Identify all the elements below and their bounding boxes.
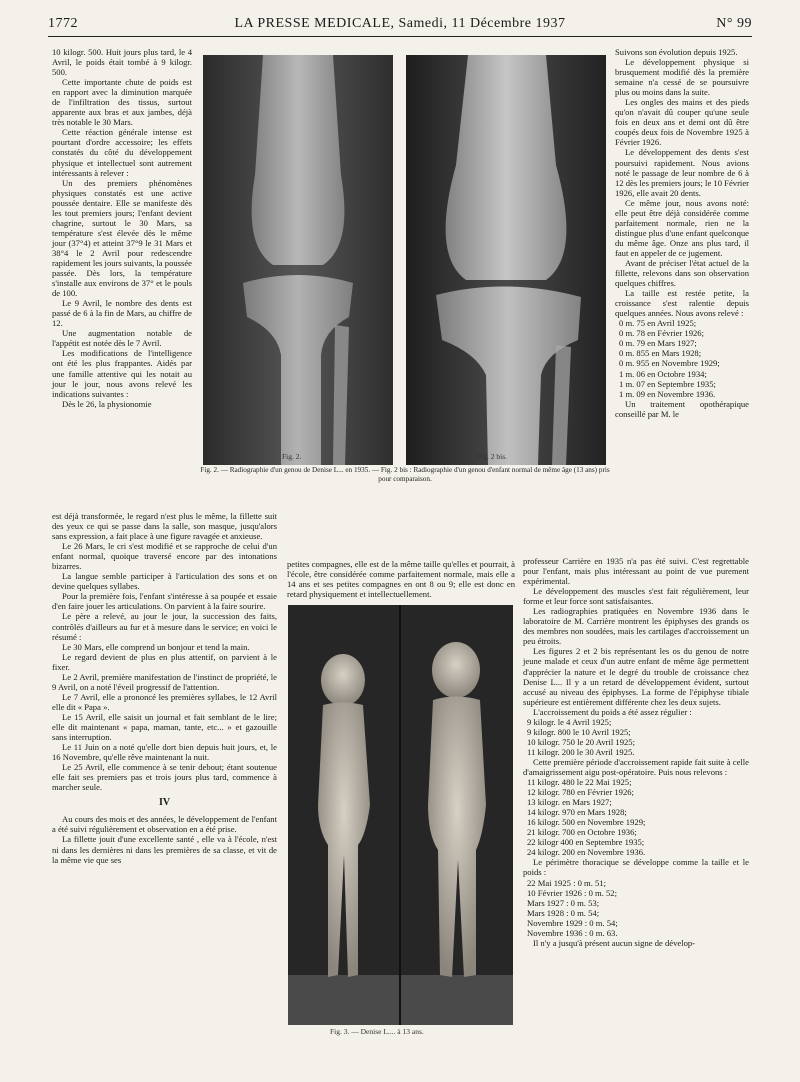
paragraph: Le 9 Avril, le nombre des dents est passé de 6 à la fin de Mars, au chiffre de 12. [52,298,192,329]
paragraph: Le 2 Avril, première manifestation de l'instinct de propriété, le 9 Avril, on a noté l'éveil progressif de l'attention. [52,671,277,692]
issue-number: N° 99 [716,16,752,31]
knee-xray-normal-image [406,55,606,465]
paragraph: Les modifications de l'intelligence ont été les plus frappantes. Aidés par une famille attentive qui les notait au jour le jour, nous avons relevé les indications suivantes : [52,348,192,399]
paragraph: professeur Carrière en 1935 n'a pas été suivi. C'est regrettable pour l'enfant, mais plus intéressant au point de vue purement expérimental. [523,556,749,587]
column-3-narrow [615,47,749,419]
list-item: 1 m. 09 en Novembre 1936. [619,388,716,399]
page-header [48,14,752,37]
list-item: 0 m. 955 en Novembre 1929; [619,358,720,369]
paragraph: est déjà transformée, le regard n'est plus le même, la fillette suit des yeux ce qui se passe dans la salle, son masque, jusqu'alors sans expression, a fait place à une figure ravagée et anxieuse. [52,511,277,542]
paragraph: Avant de préciser l'état actuel de la fillette, relevons dans son observation quelques chiffres. [615,257,749,289]
list-item: 1 m. 07 en Septembre 1935; [619,378,716,389]
list-item: 0 m. 75 en Avril 1925; [619,318,697,329]
paragraph: La fillette jouit d'une excellente santé , elle va à l'école, n'est ni dans les dernières ni dans les premières de sa classe, et vit de la même vie que ses [52,834,277,865]
weight-measurements-list-1 [523,717,749,757]
list-item: 22 kilogr 400 en Septembre 1935; [527,837,645,848]
paragraph: Cette réaction générale intense est pourtant d'ordre accessoire; les effets constatés du côté du développement physique et intellectuel sont autrement intéressants à relever : [52,127,192,178]
knee-xray-image [203,55,393,465]
figure-2-caption: Fig. 2. — Radiographie d'un genou de Denise L... en 1935. — Fig. 2 bis : Radiographie d'un genou d'enfant normal de même âge (13 ans) pris pour comparaison. [200,466,610,483]
figure-2-label: Fig. 2. [282,452,302,461]
paragraph: Les radiographies pratiquées en Novembre 1936 dans le laboratoire de M. Carrière montrent les épiphyses des grands os des membres non soudées, mais les cartilages d'accroissement un peu étroits. [523,606,749,647]
figure-3-caption: Fig. 3. — Denise L.... à 13 ans. [330,1027,424,1036]
paragraph: Suivons son évolution depuis 1925. [615,47,738,57]
paragraph: Le développement physique si brusquement modifié dès la première semaine n'a cessé de se poursuivre plus ou moins dans la suite. [615,57,749,98]
paragraph: Le 26 Mars, le cri s'est modifié et se rapproche de celui d'un enfant normal, quoique traversé encore par des intonations bizarres. [52,541,277,572]
list-item: 22 Mai 1925 : 0 m. 51; [527,877,607,888]
list-item: 0 m. 78 en Février 1926; [619,328,704,339]
list-item: Novembre 1929 : 0 m. 54; [527,917,618,928]
height-measurements-list [615,318,749,398]
paragraph: petites compagnes, elle est de la même taille qu'elles et pourrait, à l'école, être considérée comme parfaitement normale, mais elle a 14 ans et ses petites compagnes en ont 8 ou 9; elle est donc en retard physiquement et intellectuellement. [287,559,515,600]
journal-title: LA PRESSE MEDICALE, Samedi, 11 Décembre 1937 [234,16,566,31]
page-number: 1772 [48,16,78,31]
list-item: 11 kilogr. 200 le 30 Avril 1925. [527,746,635,757]
paragraph: Le 11 Juin on a noté qu'elle dort bien depuis huit jours, et, le 16 Novembre, qu'elle rêve maintenant la nuit. [52,742,277,763]
column-1-wide [52,511,277,865]
paragraph: Les figures 2 et 2 bis représentant les os du genou de notre jeune malade et ceux d'un autre enfant de même âge permettent d'apprécier la nature et le degré du trouble de croissance chez Denise L... Il y a un retard de développement évident, surtout accusé au niveau des épiphyses. La forme de l'épiphyse tibiale supérieure est entièrement différente chez les deux sujets. [523,646,749,707]
paragraph: Le 25 Avril, elle commence à se tenir debout; étant soutenue elle fait ses premiers pas et trois jours plus tard, commence à marcher seule. [52,762,277,793]
paragraph: Au cours des mois et des années, le développement de l'enfant a été suivi régulièrement et observation en a été prise. [52,814,277,835]
paragraph: Le regard devient de plus en plus attentif, on parvient à le fixer. [52,651,277,672]
list-item: 24 kilogr. 200 en Novembre 1936. [527,847,646,858]
list-item: 0 m. 79 en Mars 1927; [619,338,697,349]
paragraph: Une augmentation notable de l'appétit est notée dès le 7 Avril. [52,328,192,349]
list-item: 21 kilogr. 700 en Octobre 1936; [527,827,637,838]
thorax-measurements-list [523,878,749,938]
figure-3-photo [288,605,513,1025]
section-heading: IV [158,797,171,809]
list-item: 9 kilogr. 800 le 10 Avril 1925; [527,726,631,737]
column-1-narrow [52,47,192,409]
paragraph: Le développement des dents s'est poursuivi rapidement. Nous avions noté le passage de leur nombre de 6 à 12 dès les premiers jours; le 10 Février 1926, elle avait 20 dents. [615,147,749,198]
paragraph: Un traitement opothérapique conseillé par M. le [615,398,749,419]
list-item: 10 Février 1926 : 0 m. 52; [527,887,617,898]
paragraph: Un des premiers phénomènes physiques constatés est une active poussée dentaire. Elle se manifeste dès les tout premiers jours; l'enfant devient chagrine, surtout le 30 Mars, sa température s'est élevée dès le même jour (37°4) et atteint 37°9 le 31 Mars et 38°4 le 2 Avril pour redescendre rapidement les jours suivants, la poussée passée. Dès lors, la température s'installe aux environs de 37° et le pouls de 100. [52,177,192,299]
paragraph: Il n'y a jusqu'à présent aucun signe de dévelop- [533,937,696,948]
paragraph: Le père a relevé, au jour le jour, la succession des faits, contrôlés d'ailleurs au fur et à mesure dans le service; en voici le résumé : [52,611,277,642]
child-photo-image [288,605,513,1025]
paragraph: La langue semble participer à l'articulation des sons et on devine quelques syllabes. [52,571,277,592]
paragraph: Le 7 Avril, elle a prononcé les premières syllabes, le 12 Avril elle dit « Papa ». [52,691,277,712]
figure-2bis-label: Fig. 2 bis. [477,452,508,461]
paragraph: Le 15 Avril, elle saisit un journal et fait semblant de le lire; elle dit maintenant « papa, maman, tante, etc... » et gazouille sans interruption. [52,711,277,743]
weight-measurements-list-2 [523,777,749,857]
figure-2bis-radiograph [406,55,606,465]
list-item: 14 kilogr. 970 en Mars 1928; [527,807,627,818]
list-item: 13 kilogr. en Mars 1927; [527,797,612,808]
paragraph: Les ongles des mains et des pieds qu'on n'avait dû couper qu'une seule fois en deux ans et demi ont dû être coupés deux fois de Novembre 1925 à Février 1926. [615,97,749,148]
paragraph: Le 30 Mars, elle comprend un bonjour et tend la main. [62,641,250,652]
list-item: 9 kilogr. le 4 Avril 1925; [527,716,612,727]
column-2-text [287,559,515,599]
list-item: 16 kilogr. 500 en Novembre 1929; [527,817,646,828]
list-item: 11 kilogr. 480 le 22 Mai 1925; [527,777,632,788]
list-item: 10 kilogr. 750 le 20 Avril 1925; [527,736,635,747]
paragraph: Le périmètre thoracique se développe comme la taille et le poids : [523,857,749,878]
paragraph: Pour la première fois, l'enfant s'intéresse à sa poupée et essaie d'en faire jouer les articulations. On parvient à la faire sourire. [52,591,277,612]
paragraph: Cette première période d'accroissement rapide fait suite à celle d'amaigrissement aigu post-opératoire. Puis nous relevons : [523,756,749,777]
list-item: 1 m. 06 en Octobre 1934; [619,368,707,379]
paragraph: Cette importante chute de poids est en rapport avec la diminution marquée de l'infiltration des tissus, surtout apparente aux bras et aux jambes, déjà très notable le 30 Mars. [52,77,192,128]
list-item: Novembre 1936 : 0 m. 63. [527,927,618,938]
list-item: Mars 1928 : 0 m. 54; [527,907,600,918]
list-item: Mars 1927 : 0 m. 53; [527,897,600,908]
paragraph: Dès le 26, la physionomie [62,398,152,409]
paragraph: L'accroissement du poids a été assez régulier : [533,706,692,717]
list-item: 12 kilogr. 780 en Février 1926; [527,787,634,798]
paragraph: 10 kilogr. 500. Huit jours plus tard, le 4 Avril, le poids était tombé à 9 kilogr. 500. [52,47,192,78]
paragraph: Le développement des muscles s'est fait régulièrement, leur forme et leur force sont satisfaisantes. [523,586,749,607]
paragraph: La taille est restée petite, la croissance s'est ralentie depuis quelques années. Nous avons relevé : [615,288,749,319]
paragraph: Ce même jour, nous avons noté: elle peut être déjà considérée comme parfaitement normale, rien ne la distingue plus d'une enfant quelconque du même âge. Onze ans plus tard, il faut en appeler de ce jugement. [615,197,749,258]
column-3-wide [523,556,749,948]
list-item: 0 m. 855 en Mars 1928; [619,348,702,359]
figure-2-radiograph [203,55,393,465]
